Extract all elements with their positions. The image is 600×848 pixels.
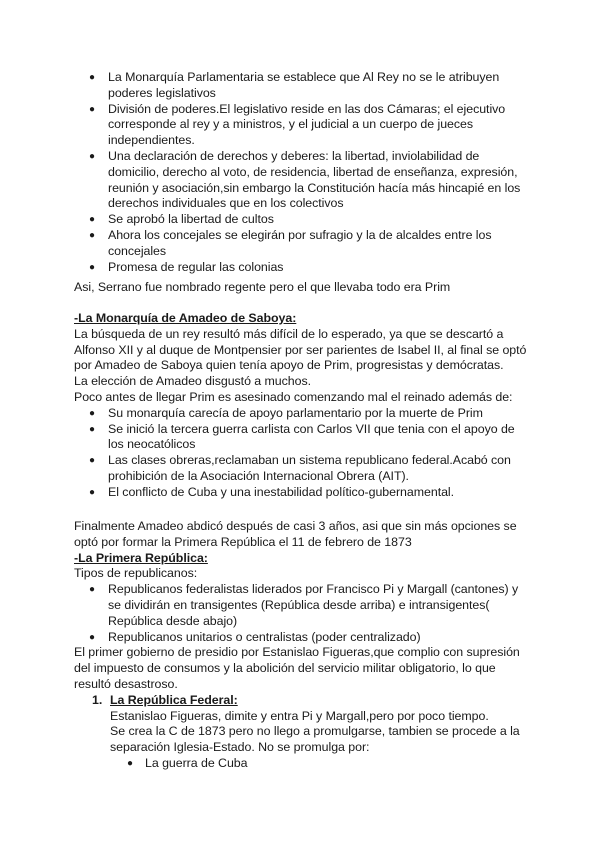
list-item-line: Se inició la tercera guerra carlista con Carlos VII que tenia con el apoyo de: [108, 421, 515, 436]
list-item-line: Republicanos unitarios o centralistas (poder centralizado): [108, 629, 421, 644]
paragraph-line: Poco antes de llegar Prim es asesinado comenzando mal el reinado además de:: [74, 390, 513, 404]
list-item-line: independientes.: [108, 133, 195, 148]
paragraph-line: separación Iglesia-Estado. No se promulga por:: [110, 740, 370, 755]
list-item-line: derechos individuales que en los colectivos: [108, 196, 344, 211]
bullet-icon: ●: [89, 486, 96, 498]
bullet-icon: ●: [89, 103, 96, 115]
bullet-icon: ●: [89, 584, 96, 596]
list-item-line: Las clases obreras,reclamaban un sistema republicano federal.Acabó con: [108, 453, 511, 468]
list-item-line: Promesa de regular las colonias: [108, 259, 284, 274]
subsection-heading: La República Federal:: [110, 692, 238, 707]
section-heading: -La Monarquía de Amadeo de Saboya:: [74, 311, 297, 325]
list-item-line: Ahora los concejales se elegirán por sufragio y la de alcaldes entre los: [108, 228, 492, 242]
list-item-line: los neocatólicos: [108, 437, 196, 452]
list-item-line: Se aprobó la libertad de cultos: [108, 212, 274, 227]
bullet-icon: ●: [89, 151, 96, 162]
list-item-line: Su monarquía carecía de apoyo parlamentario por la muerte de Prim: [108, 405, 483, 420]
bullet-icon: ●: [127, 758, 134, 769]
paragraph-line: El primer gobierno de presidio por Estanislao Figueras,que complio con supresión: [74, 645, 520, 660]
paragraph-line: Estanislao Figueras, dimite y entra Pi y Margall,pero por poco tiempo.: [110, 708, 489, 723]
list-item-line: Una declaración de derechos y deberes: la libertad, inviolabilidad de: [108, 149, 480, 163]
paragraph: Asi, Serrano fue nombrado regente pero el que llevaba todo era Prim: [74, 280, 451, 294]
list-item-line: reunión y asociación,sin embargo la Constitución hacía más hincapié en los: [108, 180, 521, 195]
paragraph-line: Tipos de republicanos:: [74, 566, 198, 581]
paragraph-line: del impuesto de consumos y la abolición del servicio militar obligatorio, lo que: [74, 661, 496, 676]
list-item-line: corresponde al rey y a ministros, y el judicial a un cuerpo de jueces: [108, 117, 474, 132]
paragraph-line: Finalmente Amadeo abdicó después de casi 3 años, asi que sin más opciones se: [74, 519, 517, 533]
bullet-icon: ●: [89, 423, 96, 435]
paragraph-line: optó por formar la Primera República el 11 de febrero de 1873: [74, 534, 412, 549]
bullet-icon: ●: [89, 407, 96, 419]
list-item-line: concejales: [108, 243, 167, 258]
paragraph-line: La búsqueda de un rey resultó más difícil de lo esperado, ya que se descartó a: [74, 326, 504, 341]
bullet-icon: ●: [89, 631, 96, 643]
list-item-line: La Monarquía Parlamentaria se establece que Al Rey no se le atribuyen: [108, 70, 500, 84]
list-item-line: La guerra de Cuba: [145, 756, 248, 770]
list-item-line: República desde abajo): [108, 613, 238, 628]
list-item-line: se dividirán en transigentes (República desde arriba) e intransigentes(: [108, 598, 490, 612]
paragraph-line: por Amadeo de Saboya quien tenía apoyo de Prim, progresistas y demócratas.: [74, 358, 504, 373]
bullet-icon: ●: [89, 455, 96, 467]
list-item-line: prohibición de la Asociación Internacional Obrera (AIT).: [108, 469, 409, 483]
list-item-line: domicilio, derecho al voto, de residencia, libertad de enseñanza, expresión,: [108, 164, 518, 179]
bullet-icon: ●: [89, 230, 96, 241]
list-item-line: División de poderes.El legislativo reside en las dos Cámaras; el ejecutivo: [108, 101, 506, 116]
section-heading: -La Primera República:: [74, 550, 208, 565]
bullet-icon: ●: [89, 214, 96, 226]
bullet-icon: ●: [89, 261, 96, 273]
paragraph-line: Alfonso XII y al duque de Montpensier por ser parientes de Isabel II, al final se optó: [74, 342, 527, 357]
paragraph-line: resultó desastroso.: [74, 677, 178, 691]
list-item-line: El conflicto de Cuba y una inestabilidad político-gubernamental.: [108, 484, 455, 499]
paragraph-line: La elección de Amadeo disgustó a muchos.: [74, 374, 312, 389]
list-item-line: Republicanos federalistas liderados por Francisco Pi y Margall (cantones) y: [108, 582, 519, 597]
list-number: 1.: [92, 692, 103, 707]
list-item-line: poderes legislativos: [108, 85, 216, 100]
bullet-icon: ●: [89, 72, 96, 83]
paragraph-line: Se crea la C de 1873 pero no llego a promulgarse, tambien se procede a la: [110, 724, 520, 739]
